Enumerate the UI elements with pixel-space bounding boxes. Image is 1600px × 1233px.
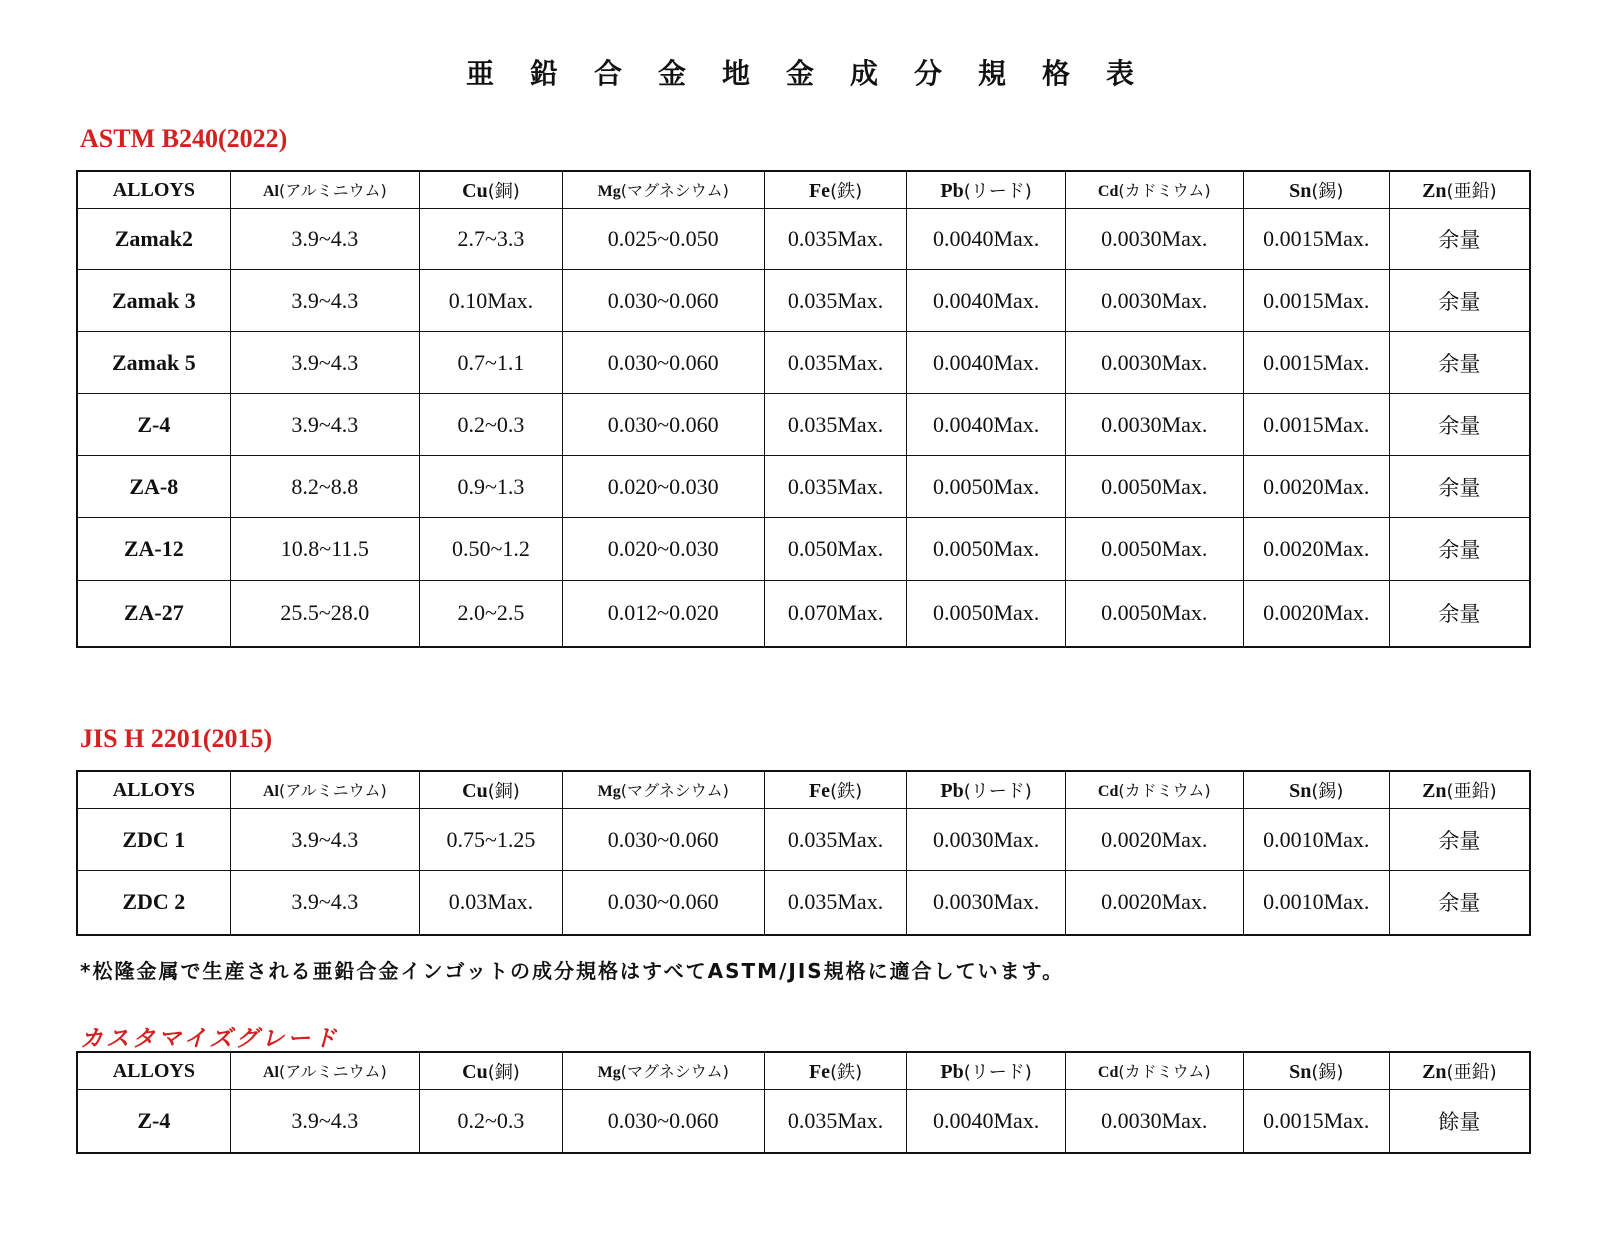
cell-cd: 0.0030Max.: [1065, 394, 1243, 456]
header-japanese-name: (亜鉛): [1446, 181, 1497, 202]
cell-mg: 0.030~0.060: [562, 871, 764, 935]
astm-spec-table: [76, 170, 1531, 648]
header-symbol: ALLOYS: [112, 1059, 195, 1082]
cell-alloy: ZA-8: [77, 456, 230, 518]
header-fe: [764, 1052, 907, 1090]
cell-zn: 余量: [1389, 270, 1530, 332]
header-symbol: Sn: [1289, 180, 1312, 202]
cell-sn: 0.0015Max.: [1243, 1090, 1389, 1153]
header-cd: [1065, 1052, 1243, 1090]
cell-cd: 0.0030Max.: [1065, 332, 1243, 394]
header-japanese-name: (アルミニウム): [279, 781, 387, 800]
cell-pb: 0.0040Max.: [907, 332, 1065, 394]
cell-cd: 0.0030Max.: [1065, 1090, 1243, 1153]
header-japanese-name: (錫): [1311, 1062, 1344, 1083]
cell-alloy: Z-4: [77, 394, 230, 456]
cell-pb: 0.0040Max.: [907, 209, 1065, 270]
header-alloy: [77, 171, 230, 209]
header-japanese-name: (鉄): [830, 181, 863, 202]
cell-zn: 餘量: [1389, 1090, 1530, 1153]
cell-mg: 0.020~0.030: [562, 518, 764, 581]
header-japanese-name: (リード): [963, 181, 1032, 202]
header-cu: [420, 771, 563, 809]
header-japanese-name: (鉄): [830, 781, 863, 802]
header-symbol: Al: [263, 783, 279, 800]
cell-fe: 0.035Max.: [764, 394, 907, 456]
cell-cd: 0.0050Max.: [1065, 581, 1243, 647]
header-cu: [420, 1052, 563, 1090]
cell-pb: 0.0030Max.: [907, 871, 1065, 935]
header-symbol: Pb: [940, 1061, 964, 1083]
cell-pb: 0.0050Max.: [907, 518, 1065, 581]
header-japanese-name: (銅): [487, 781, 520, 802]
cell-fe: 0.035Max.: [764, 332, 907, 394]
table-row: [77, 332, 1530, 394]
cell-cd: 0.0030Max.: [1065, 209, 1243, 270]
cell-al: 3.9~4.3: [230, 1090, 419, 1153]
cell-al: 3.9~4.3: [230, 332, 419, 394]
header-japanese-name: (カドミウム): [1118, 1062, 1211, 1081]
header-fe: [764, 771, 907, 809]
header-mg: [562, 1052, 764, 1090]
cell-al: 8.2~8.8: [230, 456, 419, 518]
cell-alloy: Z-4: [77, 1090, 230, 1153]
header-cd: [1065, 171, 1243, 209]
header-cd: [1065, 771, 1243, 809]
header-japanese-name: (カドミウム): [1118, 181, 1211, 200]
header-symbol: Mg: [597, 183, 621, 200]
header-japanese-name: (マグネシウム): [620, 181, 729, 200]
header-sn: [1243, 1052, 1389, 1090]
header-japanese-name: (錫): [1311, 781, 1344, 802]
header-japanese-name: (銅): [487, 1062, 520, 1083]
cell-cu: 0.75~1.25: [420, 809, 563, 871]
cell-sn: 0.0020Max.: [1243, 456, 1389, 518]
cell-cd: 0.0030Max.: [1065, 270, 1243, 332]
cell-al: 3.9~4.3: [230, 809, 419, 871]
header-sn: [1243, 171, 1389, 209]
cell-mg: 0.012~0.020: [562, 581, 764, 647]
cell-sn: 0.0010Max.: [1243, 809, 1389, 871]
header-symbol: Al: [263, 1064, 279, 1081]
table-row: [77, 209, 1530, 270]
header-pb: [907, 1052, 1065, 1090]
cell-fe: 0.050Max.: [764, 518, 907, 581]
header-symbol: Zn: [1422, 780, 1447, 802]
header-symbol: Mg: [597, 783, 621, 800]
header-symbol: Fe: [808, 780, 831, 802]
header-alloy: [77, 1052, 230, 1090]
cell-pb: 0.0030Max.: [907, 809, 1065, 871]
cell-zn: 余量: [1389, 518, 1530, 581]
header-symbol: Cu: [462, 780, 488, 802]
header-symbol: Sn: [1289, 780, 1312, 802]
section-title-custom: カスタマイズグレード: [80, 1026, 340, 1052]
header-japanese-name: (リード): [963, 781, 1032, 802]
compliance-note: *松隆金属で生産される亜鉛合金インゴットの成分規格はすべてASTM/JIS規格に適合しています。: [80, 959, 1065, 983]
cell-mg: 0.030~0.060: [562, 809, 764, 871]
cell-fe: 0.035Max.: [764, 871, 907, 935]
header-japanese-name: (カドミウム): [1118, 781, 1211, 800]
section-title-astm: ASTM B240(2022): [80, 124, 288, 153]
cell-pb: 0.0040Max.: [907, 1090, 1065, 1153]
cell-cu: 2.0~2.5: [420, 581, 563, 647]
cell-sn: 0.0015Max.: [1243, 332, 1389, 394]
header-al: [230, 1052, 419, 1090]
cell-mg: 0.030~0.060: [562, 332, 764, 394]
header-symbol: Fe: [808, 1061, 831, 1083]
header-symbol: ALLOYS: [112, 178, 195, 201]
section-title-jis: JIS H 2201(2015): [80, 724, 273, 753]
header-cu: [420, 171, 563, 209]
cell-fe: 0.035Max.: [764, 270, 907, 332]
table-row: [77, 871, 1530, 935]
header-symbol: Pb: [940, 780, 964, 802]
cell-sn: 0.0015Max.: [1243, 209, 1389, 270]
cell-al: 3.9~4.3: [230, 394, 419, 456]
cell-zn: 余量: [1389, 809, 1530, 871]
cell-alloy: ZDC 1: [77, 809, 230, 871]
cell-zn: 余量: [1389, 581, 1530, 647]
table-row: [77, 1090, 1530, 1153]
cell-cd: 0.0020Max.: [1065, 871, 1243, 935]
table-row: [77, 270, 1530, 332]
header-sn: [1243, 771, 1389, 809]
cell-sn: 0.0010Max.: [1243, 871, 1389, 935]
cell-pb: 0.0040Max.: [907, 394, 1065, 456]
cell-sn: 0.0020Max.: [1243, 518, 1389, 581]
table-row: [77, 394, 1530, 456]
header-mg: [562, 171, 764, 209]
table-row: [77, 809, 1530, 871]
header-japanese-name: (亜鉛): [1446, 1062, 1497, 1083]
cell-mg: 0.025~0.050: [562, 209, 764, 270]
cell-cu: 0.50~1.2: [420, 518, 563, 581]
header-symbol: Zn: [1422, 180, 1447, 202]
cell-fe: 0.070Max.: [764, 581, 907, 647]
cell-al: 10.8~11.5: [230, 518, 419, 581]
cell-mg: 0.020~0.030: [562, 456, 764, 518]
header-japanese-name: (リード): [963, 1062, 1032, 1083]
table-row: [77, 456, 1530, 518]
header-symbol: Sn: [1289, 1061, 1312, 1083]
cell-al: 3.9~4.3: [230, 209, 419, 270]
cell-pb: 0.0050Max.: [907, 581, 1065, 647]
header-symbol: ALLOYS: [112, 778, 195, 801]
cell-al: 3.9~4.3: [230, 270, 419, 332]
header-japanese-name: (錫): [1311, 181, 1344, 202]
cell-alloy: Zamak2: [77, 209, 230, 270]
table-row: [77, 518, 1530, 581]
cell-zn: 余量: [1389, 871, 1530, 935]
header-fe: [764, 171, 907, 209]
header-symbol: Pb: [940, 180, 964, 202]
header-japanese-name: (銅): [487, 181, 520, 202]
header-symbol: Fe: [808, 180, 831, 202]
header-al: [230, 771, 419, 809]
header-symbol: Cd: [1097, 1064, 1119, 1081]
cell-mg: 0.030~0.060: [562, 1090, 764, 1153]
jis-spec-table: [76, 770, 1531, 936]
header-symbol: Cu: [462, 180, 488, 202]
cell-cu: 0.2~0.3: [420, 1090, 563, 1153]
header-row: [77, 771, 1530, 809]
cell-al: 25.5~28.0: [230, 581, 419, 647]
cell-sn: 0.0015Max.: [1243, 394, 1389, 456]
cell-zn: 余量: [1389, 394, 1530, 456]
header-symbol: Mg: [597, 1064, 621, 1081]
cell-sn: 0.0020Max.: [1243, 581, 1389, 647]
cell-al: 3.9~4.3: [230, 871, 419, 935]
cell-cd: 0.0050Max.: [1065, 518, 1243, 581]
page-title: 亜鉛合金地金成分規格表: [465, 57, 1170, 90]
cell-alloy: ZA-12: [77, 518, 230, 581]
cell-pb: 0.0050Max.: [907, 456, 1065, 518]
cell-mg: 0.030~0.060: [562, 270, 764, 332]
header-japanese-name: (マグネシウム): [620, 781, 729, 800]
header-zn: [1389, 1052, 1530, 1090]
custom-spec-table: [76, 1051, 1531, 1154]
cell-cu: 2.7~3.3: [420, 209, 563, 270]
header-alloy: [77, 771, 230, 809]
header-symbol: Cu: [462, 1061, 488, 1083]
cell-alloy: Zamak 5: [77, 332, 230, 394]
cell-cd: 0.0020Max.: [1065, 809, 1243, 871]
cell-fe: 0.035Max.: [764, 456, 907, 518]
header-symbol: Zn: [1422, 1061, 1447, 1083]
cell-fe: 0.035Max.: [764, 809, 907, 871]
header-zn: [1389, 171, 1530, 209]
header-row: [77, 1052, 1530, 1090]
header-japanese-name: (マグネシウム): [620, 1062, 729, 1081]
header-symbol: Cd: [1097, 783, 1119, 800]
cell-cu: 0.10Max.: [420, 270, 563, 332]
header-zn: [1389, 771, 1530, 809]
cell-alloy: Zamak 3: [77, 270, 230, 332]
header-japanese-name: (アルミニウム): [279, 1062, 387, 1081]
cell-zn: 余量: [1389, 209, 1530, 270]
header-row: [77, 171, 1530, 209]
cell-zn: 余量: [1389, 456, 1530, 518]
cell-alloy: ZDC 2: [77, 871, 230, 935]
cell-cd: 0.0050Max.: [1065, 456, 1243, 518]
cell-mg: 0.030~0.060: [562, 394, 764, 456]
cell-cu: 0.03Max.: [420, 871, 563, 935]
table-row: [77, 581, 1530, 647]
cell-cu: 0.2~0.3: [420, 394, 563, 456]
header-japanese-name: (鉄): [830, 1062, 863, 1083]
header-pb: [907, 771, 1065, 809]
cell-sn: 0.0015Max.: [1243, 270, 1389, 332]
cell-fe: 0.035Max.: [764, 1090, 907, 1153]
header-mg: [562, 771, 764, 809]
cell-zn: 余量: [1389, 332, 1530, 394]
cell-fe: 0.035Max.: [764, 209, 907, 270]
cell-alloy: ZA-27: [77, 581, 230, 647]
header-symbol: Al: [263, 183, 279, 200]
cell-pb: 0.0040Max.: [907, 270, 1065, 332]
cell-cu: 0.9~1.3: [420, 456, 563, 518]
header-al: [230, 171, 419, 209]
header-japanese-name: (アルミニウム): [279, 181, 387, 200]
header-symbol: Cd: [1097, 183, 1119, 200]
header-pb: [907, 171, 1065, 209]
header-japanese-name: (亜鉛): [1446, 781, 1497, 802]
cell-cu: 0.7~1.1: [420, 332, 563, 394]
